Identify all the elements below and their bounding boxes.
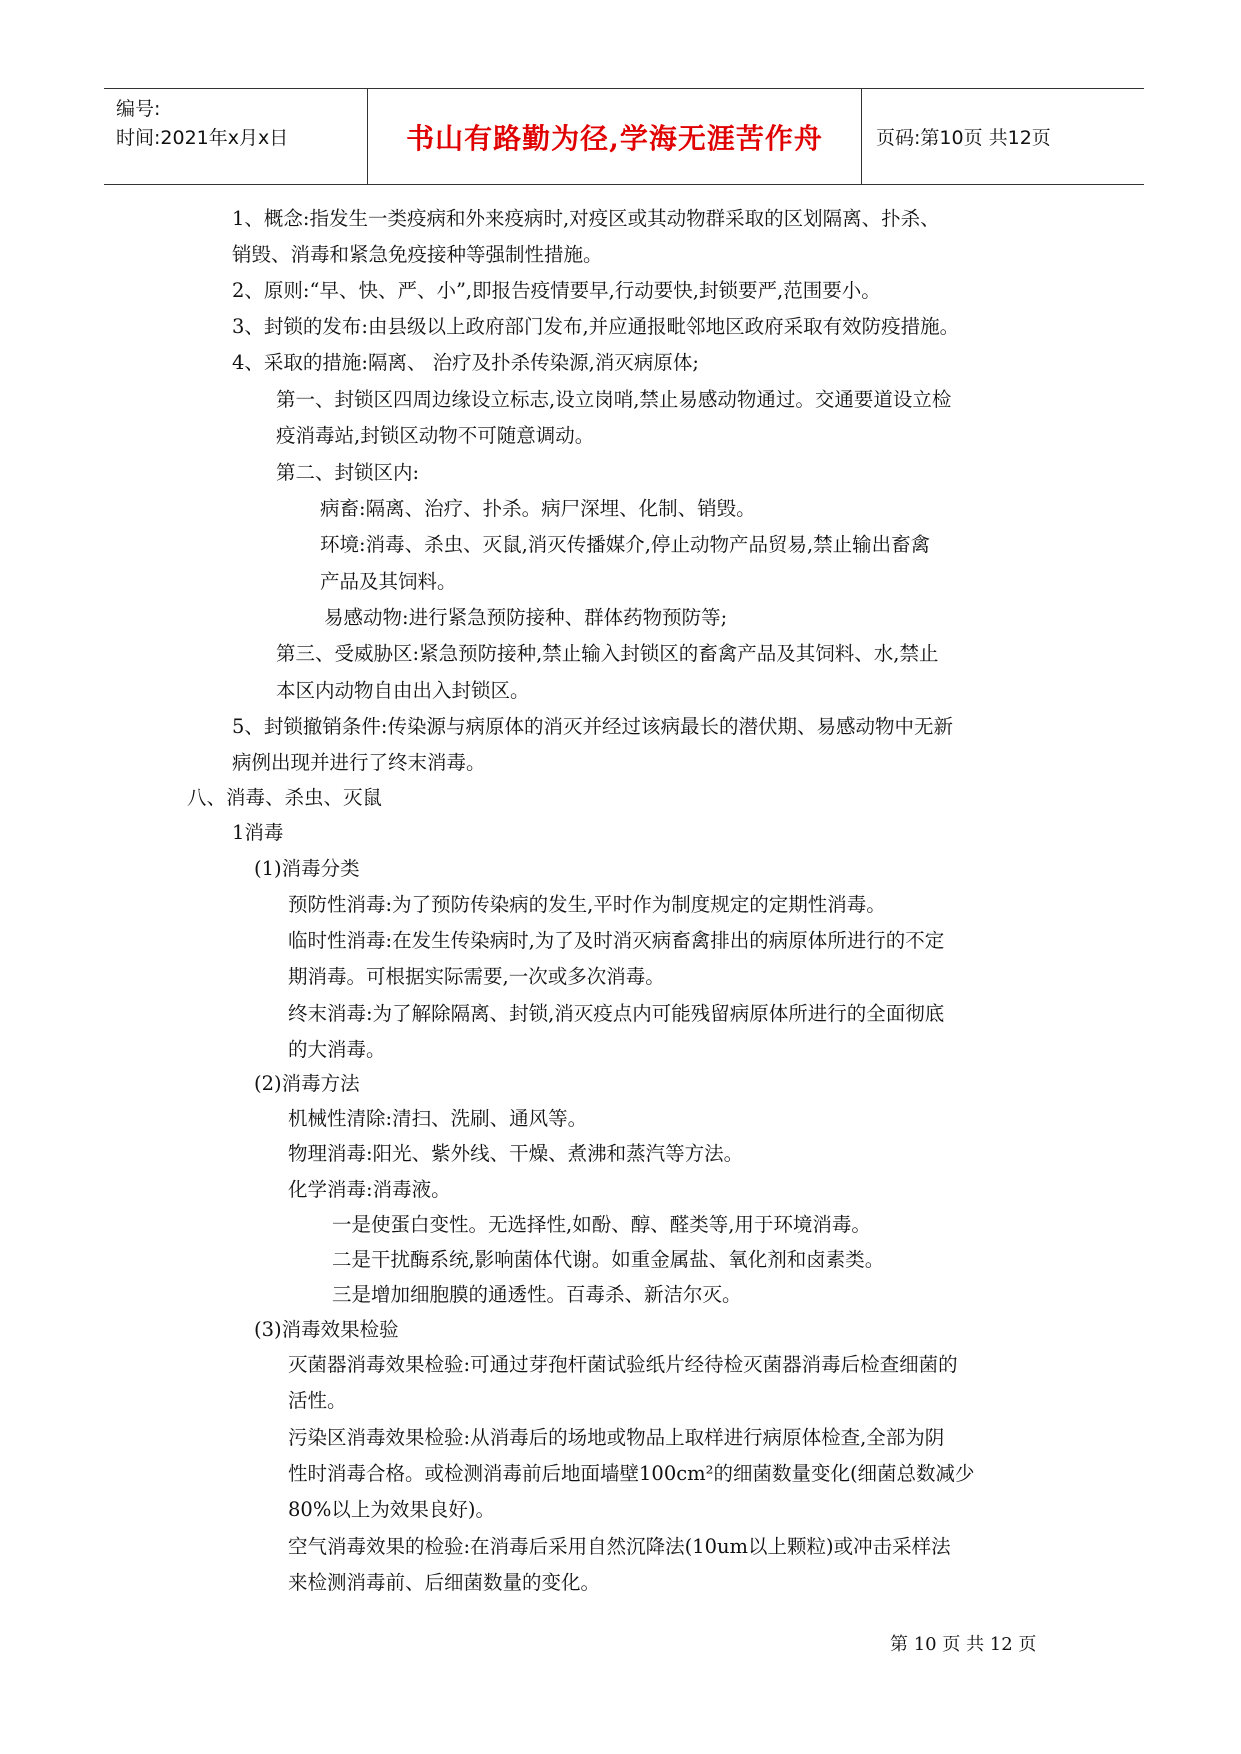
header-page-number: 页码:第10页 共12页: [876, 127, 1051, 149]
header-info-cell: [104, 89, 368, 184]
text-line: 临时性消毒:在发生传染病时,为了及时消灭病畜禽排出的病原体所进行的不定: [288, 929, 945, 952]
text-line: 1、概念:指发生一类疫病和外来疫病时,对疫区或其动物群采取的区划隔离、扑杀、: [232, 207, 940, 230]
text-line: 环境:消毒、杀虫、灭鼠,消灭传播媒介,停止动物产品贸易,禁止输出畜禽: [320, 533, 931, 556]
text-line: 产品及其饲料。: [320, 570, 457, 593]
text-line: 期消毒。可根据实际需要,一次或多次消毒。: [288, 965, 665, 988]
text-line: 机械性清除:清扫、洗刷、通风等。: [288, 1107, 588, 1130]
text-line: 80%以上为效果良好)。: [288, 1498, 495, 1521]
text-line: 5、封锁撤销条件:传染源与病原体的消灭并经过该病最长的潜伏期、易感动物中无新: [232, 715, 953, 738]
subsection-heading: (3)消毒效果检验: [254, 1318, 399, 1341]
text-line: 来检测消毒前、后细菌数量的变化。: [288, 1571, 601, 1594]
text-line: 第三、受威胁区:紧急预防接种,禁止输入封锁区的畜禽产品及其饲料、水,禁止: [276, 642, 939, 665]
text-line: 空气消毒效果的检验:在消毒后采用自然沉降法(10um以上颗粒)或冲击采样法: [288, 1535, 951, 1558]
text-line: 一是使蛋白变性。无选择性,如酚、醇、醛类等,用于环境消毒。: [332, 1213, 871, 1236]
text-line: 4、采取的措施:隔离、 治疗及扑杀传染源,消灭病原体;: [232, 351, 699, 374]
text-line: 第一、封锁区四周边缘设立标志,设立岗哨,禁止易感动物通过。交通要道设立检: [276, 388, 952, 411]
text-line: 的大消毒。: [288, 1038, 386, 1061]
text-line: 二是干扰酶系统,影响菌体代谢。如重金属盐、氧化剂和卤素类。: [332, 1248, 885, 1271]
section-heading: 八、消毒、杀虫、灭鼠: [187, 786, 383, 809]
page-header: [104, 88, 1144, 185]
text-line: 疫消毒站,封锁区动物不可随意调动。: [276, 424, 595, 447]
page-footer: 第 10 页 共 12 页: [890, 1634, 1037, 1655]
document-time-label: 时间:2021年x月x日: [116, 127, 289, 149]
text-line: 3、封锁的发布:由县级以上政府部门发布,并应通报毗邻地区政府采取有效防疫措施。: [232, 315, 960, 338]
subsection-heading: 1消毒: [232, 821, 284, 844]
text-line: 2、原则:“早、快、严、小”,即报告疫情要早,行动要快,封锁要严,范围要小。: [232, 279, 881, 302]
text-line: 三是增加细胞膜的通透性。百毒杀、新洁尔灭。: [332, 1283, 742, 1306]
text-line: 本区内动物自由出入封锁区。: [276, 679, 530, 702]
header-motto: 书山有路勤为径,学海无涯苦作舟: [368, 89, 862, 184]
text-line: 易感动物:进行紧急预防接种、群体药物预防等;: [324, 606, 728, 629]
text-line: 销毁、消毒和紧急免疫接种等强制性措施。: [232, 243, 603, 266]
subsection-heading: (1)消毒分类: [254, 857, 360, 880]
text-line: 灭菌器消毒效果检验:可通过芽孢杆菌试验纸片经待检灭菌器消毒后检查细菌的: [288, 1353, 958, 1376]
text-line: 性时消毒合格。或检测消毒前后地面墙壁100cm²的细菌数量变化(细菌总数减少: [288, 1462, 975, 1485]
text-line: 病畜:隔离、治疗、扑杀。病尸深埋、化制、销毁。: [320, 497, 756, 520]
text-line: 终末消毒:为了解除隔离、封锁,消灭疫点内可能残留病原体所进行的全面彻底: [288, 1002, 945, 1025]
text-line: 病例出现并进行了终末消毒。: [232, 751, 486, 774]
subsection-heading: (2)消毒方法: [254, 1072, 360, 1095]
text-line: 活性。: [288, 1389, 347, 1412]
text-line: 污染区消毒效果检验:从消毒后的场地或物品上取样进行病原体检查,全部为阴: [288, 1426, 945, 1449]
text-line: 化学消毒:消毒液。: [288, 1178, 451, 1201]
text-line: 第二、封锁区内:: [276, 461, 420, 484]
text-line: 预防性消毒:为了预防传染病的发生,平时作为制度规定的定期性消毒。: [288, 893, 886, 916]
document-number-label: 编号:: [116, 98, 161, 120]
text-line: 物理消毒:阳光、紫外线、干燥、煮沸和蒸汽等方法。: [288, 1142, 744, 1165]
